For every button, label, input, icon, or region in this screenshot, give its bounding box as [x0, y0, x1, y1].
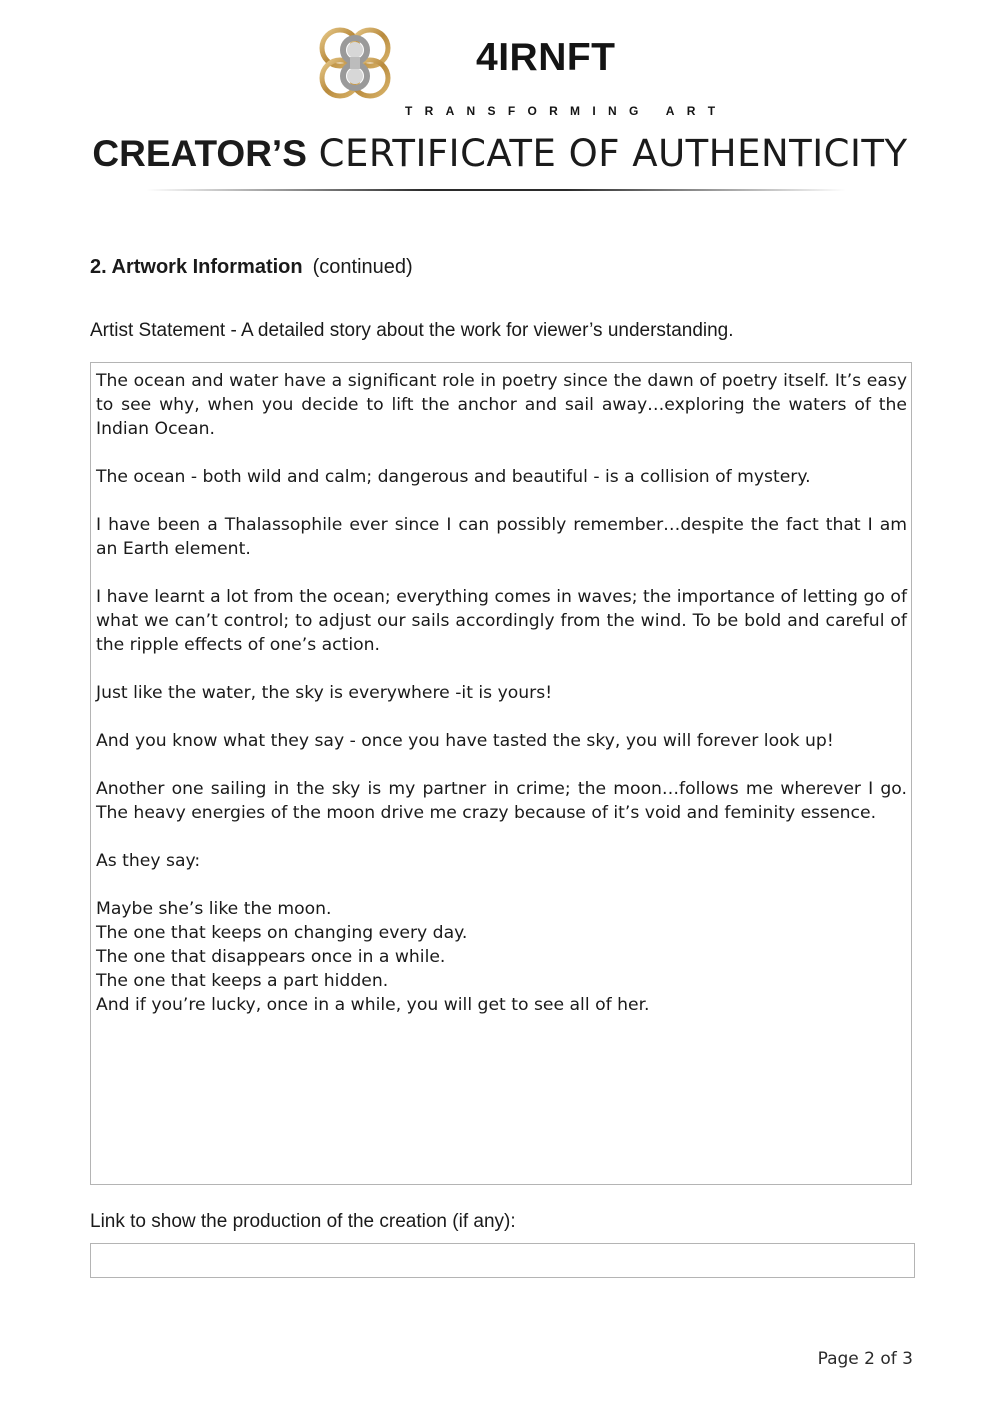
poem-line: The one that disappears once in a while. [96, 947, 446, 967]
brand-name: 4IRNFT [476, 36, 616, 79]
section-continued-note: (continued) [312, 256, 413, 278]
certificate-title [0, 134, 1000, 175]
certificate-title-bold: CREATOR’S [92, 133, 307, 174]
poem-line: Maybe she’s like the moon. [96, 899, 332, 919]
statement-paragraph: Just like the water, the sky is everywhere -it is yours! [96, 683, 553, 703]
statement-paragraph: The ocean - both wild and calm; dangerous and beautiful - is a collision of mystery. [96, 467, 811, 487]
artist-statement-label: Artist Statement - A detailed story about the work for viewer’s understanding. [90, 320, 734, 341]
certificate-title-rest: CERTIFICATE OF AUTHENTICITY [318, 132, 908, 175]
statement-paragraph: The ocean and water have a significant role in poetry since the dawn of poetry itself. It’s easy to see why, when you decide to lift the anchor and sail away…exploring the waters of the Indian Ocean. [96, 371, 907, 439]
poem-block [96, 897, 907, 1017]
production-link-label: Link to show the production of the creation (if any): [90, 1211, 516, 1232]
statement-paragraph: As they say: [96, 851, 201, 871]
statement-paragraph: Another one sailing in the sky is my partner in crime; the moon…follows me wherever I go. The heavy energies of the moon drive me crazy because of it’s void and feminity essence. [96, 779, 907, 823]
infinity-knot-logo-icon [316, 24, 394, 102]
brand-header [316, 24, 728, 118]
artist-statement-field[interactable] [90, 362, 912, 1185]
title-divider [146, 189, 846, 191]
section-heading [90, 256, 413, 279]
brand-tagline: TRANSFORMING ART [405, 104, 728, 118]
poem-line: The one that keeps a part hidden. [96, 971, 389, 991]
production-link-field[interactable] [90, 1243, 915, 1278]
section-title: 2. Artwork Information [90, 256, 303, 278]
statement-paragraph: I have learnt a lot from the ocean; everything comes in waves; the importance of letting go of what we can’t control; to adjust our sails accordingly from the wind. To be bold and careful of the ripple effects of one’s action. [96, 587, 907, 655]
poem-line: And if you’re lucky, once in a while, you will get to see all of her. [96, 995, 650, 1015]
statement-paragraph: I have been a Thalassophile ever since I can possibly remember…despite the fact that I am an Earth element. [96, 515, 907, 559]
page-number: Page 2 of 3 [817, 1349, 913, 1369]
poem-line: The one that keeps on changing every day. [96, 923, 468, 943]
statement-paragraph: And you know what they say - once you have tasted the sky, you will forever look up! [96, 731, 834, 751]
